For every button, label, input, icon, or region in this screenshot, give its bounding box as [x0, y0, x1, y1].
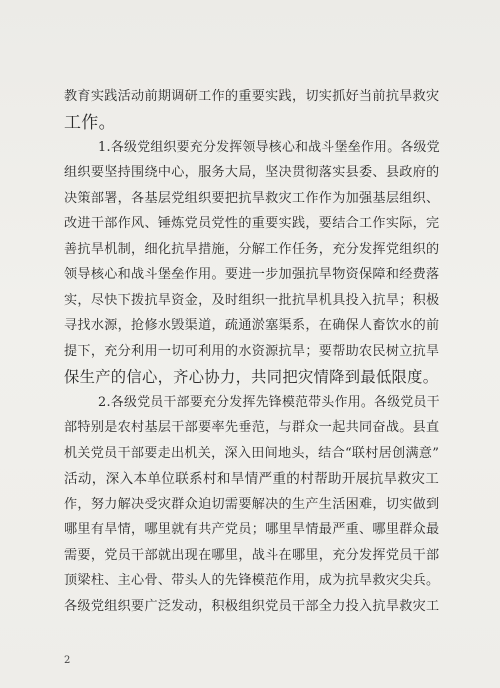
text-line: 教育实践活动前期调研工作的重要实践，切实抓好当前抗旱救灾	[64, 89, 440, 104]
text-line: 提下，充分利用一切可利用的水资源抗旱；要帮助农民树立抗旱	[64, 344, 440, 359]
text-line: 寻找水源，抢修水毁渠道，疏通淤塞渠系，在确保人畜饮水的前	[64, 318, 440, 333]
text-line: 改进干部作风、锤炼党员党性的重要实践，要结合工作实际，完	[64, 216, 440, 231]
text-line: 决策部署，各基层党组织要把抗旱救灾工作作为加强基层组织、	[64, 191, 440, 206]
text-line: 善抗旱机制，细化抗旱措施，分解工作任务，充分发挥党组织的	[64, 242, 440, 257]
page-number: 2	[64, 655, 71, 666]
text-line: 机关党员干部要走出机关，深入田间地头，结合“联村居创满意”	[64, 446, 440, 461]
text-line: 作，努力解决受灾群众迫切需要解决的生产生活困难，切实做到	[64, 497, 440, 512]
paragraph-heading-line: 2.各级党员干部要充分发挥先锋模范带头作用。各级党员干	[98, 395, 440, 410]
text-line: 实，尽快下拨抗旱资金，及时组织一批抗旱机具投入抗旱；积极	[64, 293, 440, 308]
text-line: 哪里有旱情，哪里就有共产党员；哪里旱情最严重、哪里群众最	[64, 522, 440, 537]
text-line: 保生产的信心，齐心协力，共同把灾情降到最低限度。	[64, 368, 439, 386]
text-line: 各级党组织要广泛发动，积极组织党员干部全力投入抗旱救灾工	[64, 599, 440, 614]
paragraph-heading-line: 1.各级党组织要充分发挥领导核心和战斗堡垒作用。各级党	[98, 140, 440, 155]
text-line: 活动，深入本单位联系村和旱情严重的村帮助开展抗旱救灾工	[64, 471, 440, 487]
text-line: 需要，党员干部就出现在哪里，战斗在哪里，充分发挥党员干部	[64, 548, 440, 563]
text-line: 组织要坚持围绕中心，服务大局，坚决贯彻落实县委、县政府的	[64, 165, 440, 180]
text-line: 部特别是农村基层干部要率先垂范，与群众一起共同奋战。县直	[64, 420, 440, 435]
text-line: 工作。	[64, 113, 116, 133]
text-line: 顶梁柱、主心骨、带头人的先锋模范作用，成为抗旱救灾尖兵。	[64, 573, 440, 588]
text-line: 领导核心和战斗堡垒作用。要进一步加强抗旱物资保障和经费落	[64, 267, 440, 282]
